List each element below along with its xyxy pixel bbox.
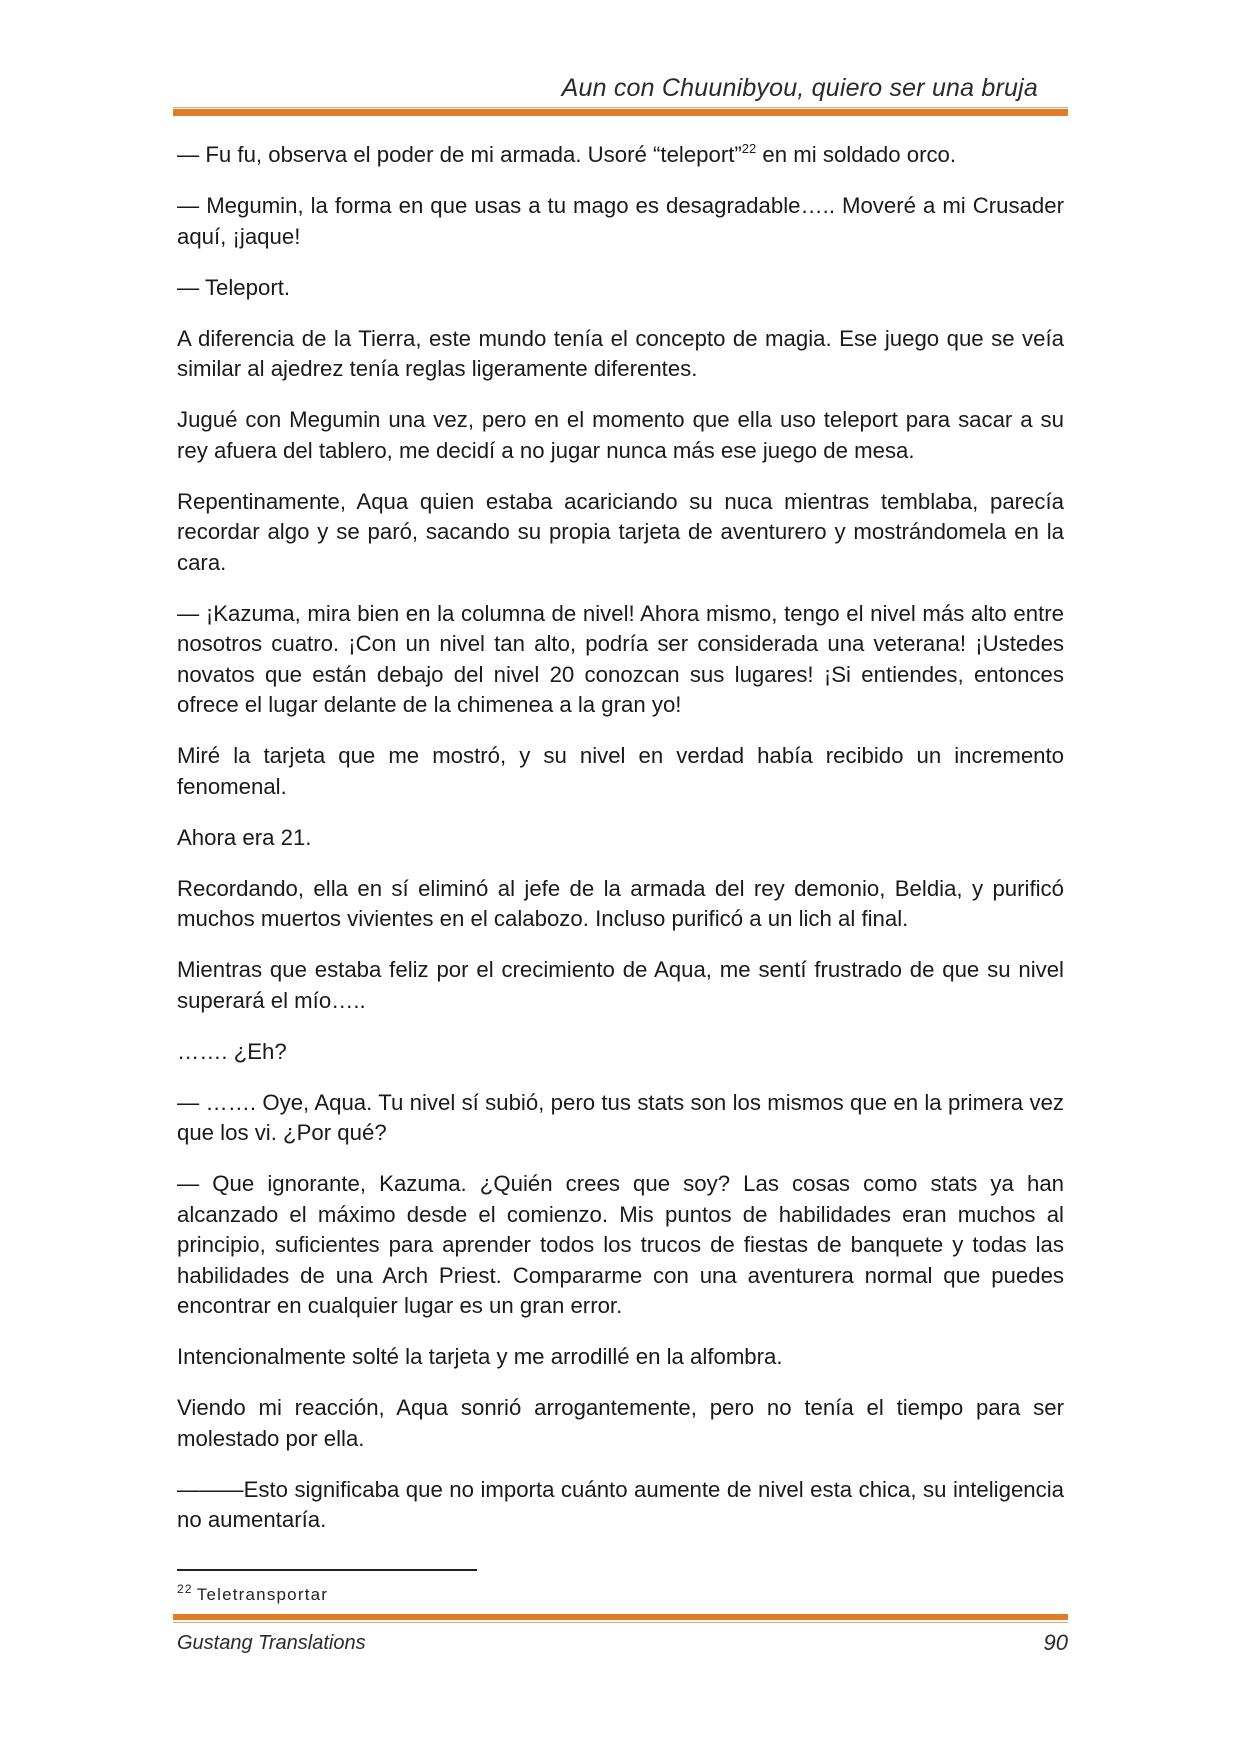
paragraph: Recordando, ella en sí eliminó al jefe de la armada del rey demonio, Beldia, y purificó muchos muertos vivientes en el calabozo. Incluso purificó a un lich al final. [177,875,1064,931]
footnote [177,1582,328,1605]
paragraph: Miré la tarjeta que me mostró, y su nivel en verdad había recibido un incremento fenomenal. [177,743,1064,799]
paragraph-text: en mi soldado orco. [756,142,957,167]
paragraph: Mientras que estaba feliz por el crecimiento de Aqua, me sentí frustrado de que su nivel superará el mío….. [177,957,1064,1013]
footnote-reference[interactable]: 22 [741,141,757,156]
paragraph: — Que ignorante, Kazuma. ¿Quién crees que soy? Las cosas como stats ya han alcanzado el máximo desde el comienzo. Mis puntos de habilidades eran muchos al principio, suficientes para aprender todos los trucos de fiestas de banquete y todas las habilidades de una Arch Priest. Compararme con una aventurera normal que puedes encontrar en cualquier lugar es un gran error. [177,1171,1064,1318]
footnote-text: Teletransportar [196,1585,329,1604]
paragraph: Viendo mi reacción, Aqua sonrió arrogantemente, pero no tenía el tiempo para ser molestado por ella. [177,1395,1064,1451]
paragraph: ……. ¿Eh? [177,1038,287,1064]
page-header [173,70,1068,116]
body-text [177,140,1064,1556]
paragraph [177,140,1064,171]
paragraph-text: — Fu fu, observa el poder de mi armada. Usoré “teleport” [177,142,742,167]
paragraph: — Megumin, la forma en que usas a tu mago es desagradable….. Moveré a mi Crusader aquí, ¡jaque! [177,193,1064,249]
paragraph: — Teleport. [177,274,291,300]
paragraph: A diferencia de la Tierra, este mundo tenía el concepto de magia. Ese juego que se veía similar al ajedrez tenía reglas ligeramente diferentes. [177,325,1064,381]
footer-rule-thin [173,1622,1068,1623]
footer-rule [173,1614,1068,1620]
page-footer [173,1614,1068,1664]
page-number: 90 [1043,1630,1068,1655]
paragraph: Intencionalmente solté la tarjeta y me arrodillé en la alfombra. [177,1344,783,1369]
paragraph: — ¡Kazuma, mira bien en la columna de nivel! Ahora mismo, tengo el nivel más alto entre nosotros cuatro. ¡Con un nivel tan alto, podría ser considerada una veterana! ¡Ustedes novatos que están debajo del nivel 20 conozcan sus lugares! ¡Si entiendes, entonces ofrece el lugar delante de la chimenea a la gran yo! [177,600,1064,717]
running-title: Aun con Chuunibyou, quiero ser una bruja [561,74,1038,102]
paragraph: Repentinamente, Aqua quien estaba acariciando su nuca mientras temblaba, parecía recordar algo y se paró, sacando su propia tarjeta de aventurero y mostrándomela en la cara. [177,488,1064,575]
paragraph: Jugué con Megumin una vez, pero en el momento que ella uso teleport para sacar a su rey afuera del tablero, me decidí a no jugar nunca más ese juego de mesa. [177,407,1064,463]
footnote-number: 22 [177,1582,193,1596]
header-rule-thin [173,107,1068,108]
header-rule [173,109,1068,116]
footnote-separator [177,1569,477,1571]
paragraph: — ……. Oye, Aqua. Tu nivel sí subió, pero tus stats son los mismos que en la primera vez que los vi. ¿Por qué? [177,1089,1064,1145]
paragraph: Ahora era 21. [177,824,312,850]
footer-credit: Gustang Translations [177,1632,366,1654]
paragraph: ———Esto significaba que no importa cuánto aumente de nivel esta chica, su inteligencia no aumentaría. [177,1476,1064,1532]
